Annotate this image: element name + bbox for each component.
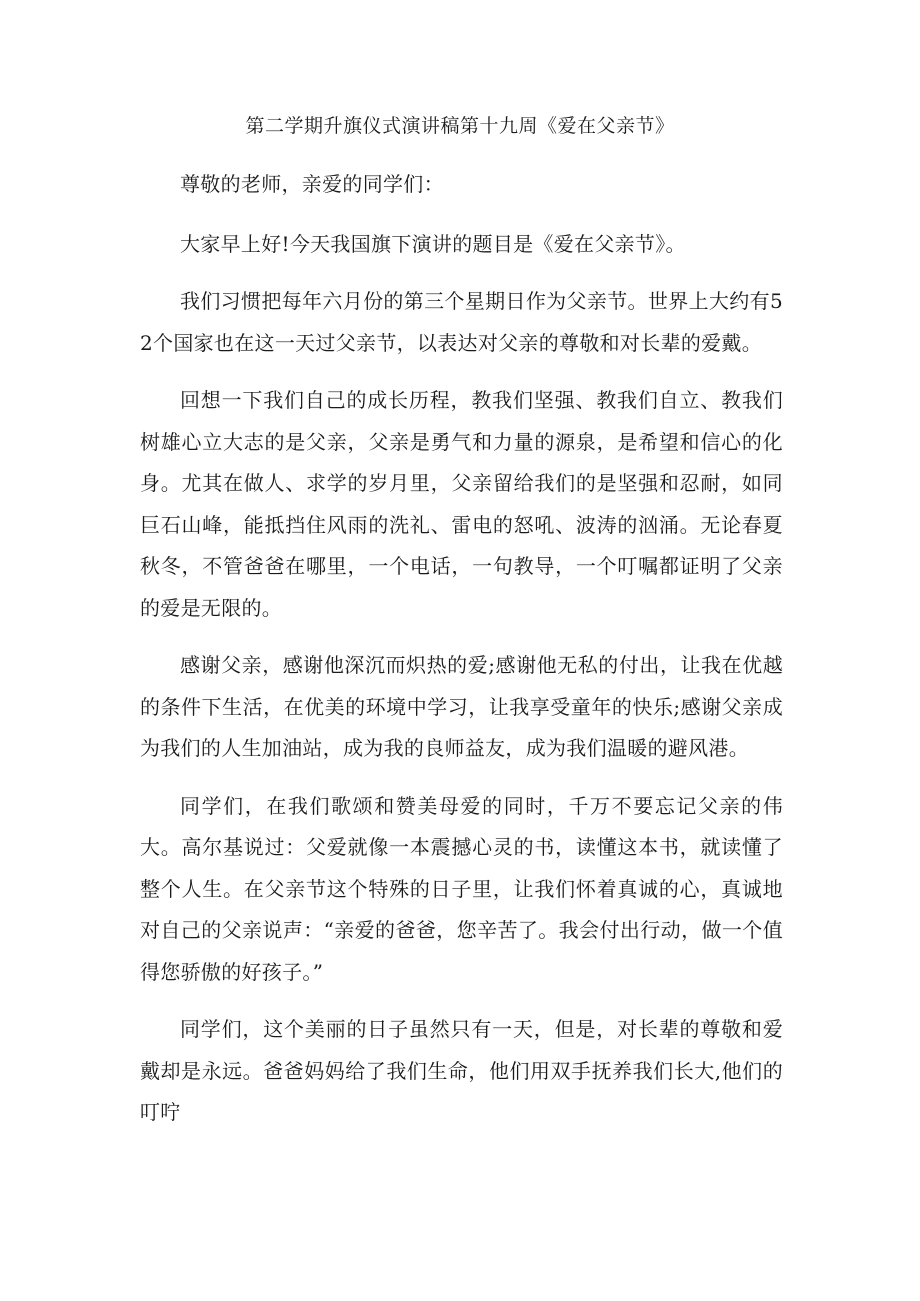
paragraph-closing: 同学们，这个美丽的日子虽然只有一天，但是，对长辈的尊敬和爱戴却是永远。爸爸妈妈给了我们生命，他们用双手抚养我们长大,他们的叮咛 (140, 1017, 783, 1124)
paragraph-fathers-day-intro: 我们习惯把每年六月份的第三个星期日作为父亲节。世界上大约有52个国家也在这一天过父亲节，以表达对父亲的尊敬和对长辈的爱戴。 (140, 289, 783, 355)
paragraph-gratitude: 感谢父亲，感谢他深沉而炽热的爱;感谢他无私的付出，让我在优越的条件下生活，在优美的环境中学习，让我享受童年的快乐;感谢父亲成为我们的人生加油站，成为我的良师益友，成为我们温暖的避风港。 (140, 653, 783, 760)
paragraph-greeting: 大家早上好!今天我国旗下演讲的题目是《爱在父亲节》。 (180, 231, 686, 256)
paragraph-growth-recollection: 回想一下我们自己的成长历程，教我们坚强、教我们自立、教我们树雄心立大志的是父亲，父亲是勇气和力量的源泉，是希望和信心的化身。尤其在做人、求学的岁月里，父亲留给我们的是坚强和忍耐，如同巨石山峰，能抵挡住风雨的洗礼、雷电的怒吼、波涛的汹涌。无论春夏秋冬，不管爸爸在哪里，一个电话，一句教导，一个叮嘱都证明了父亲的爱是无限的。 (140, 388, 783, 620)
paragraph-gorky-quote: 同学们，在我们歌颂和赞美母爱的同时，千万不要忘记父亲的伟大。高尔基说过：父爱就像一本震撼心灵的书，读懂这本书，就读懂了整个人生。在父亲节这个特殊的日子里，让我们怀着真诚的心，真诚地对自己的父亲说声：“亲爱的爸爸，您辛苦了。我会付出行动，做一个值得您骄傲的好孩子。” (140, 793, 783, 984)
paragraph-salutation: 尊敬的老师，亲爱的同学们： (180, 172, 444, 196)
document-body (140, 164, 783, 1150)
document-title: 第二学期升旗仪式演讲稿第十九周《爱在父亲节》 (245, 115, 675, 137)
